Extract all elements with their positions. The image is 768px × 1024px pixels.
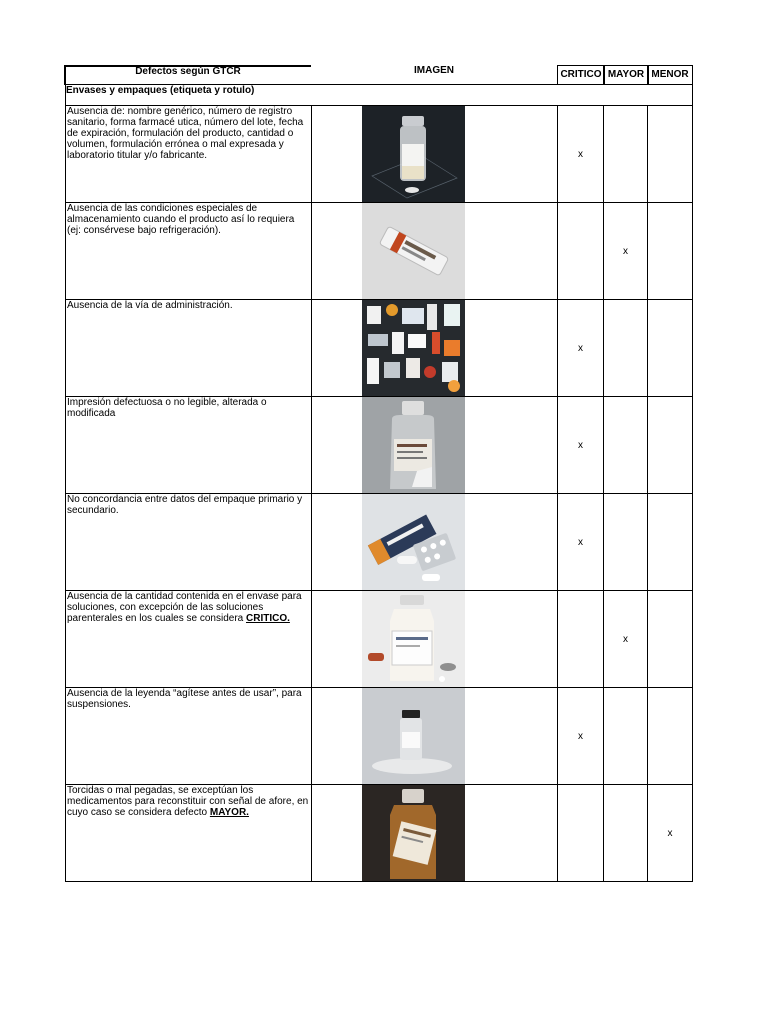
mark-mayor: x	[604, 591, 648, 688]
defect-image-cell	[312, 203, 558, 300]
defect-image-cell	[312, 688, 558, 785]
header-menor: MENOR	[651, 69, 689, 80]
small-vial-icon	[362, 688, 465, 784]
defects-table	[65, 84, 693, 882]
defect-description	[66, 688, 312, 785]
mark-critico: x	[558, 688, 604, 785]
mark-critico: x	[558, 494, 604, 591]
vial-on-dark-icon	[362, 106, 465, 202]
mark-mayor	[604, 106, 648, 203]
defect-text: Ausencia de las condiciones especiales de almacenamiento cuando el producto así lo requiera (ej: consérvese bajo refrigeración).	[67, 203, 295, 236]
section-row	[66, 85, 693, 106]
section-title: Envases y empaques (etiqueta y rotulo)	[66, 85, 693, 106]
table-row	[66, 397, 693, 494]
defect-text: Ausencia de la vía de administración.	[67, 300, 233, 311]
defect-description	[66, 397, 312, 494]
mark-mayor	[604, 300, 648, 397]
defect-image-cell	[312, 300, 558, 397]
mark-mayor	[604, 494, 648, 591]
defect-description	[66, 591, 312, 688]
mark-menor	[648, 106, 693, 203]
mark-menor	[648, 203, 693, 300]
white-solution-bottle-icon	[362, 591, 465, 687]
header-top-line	[65, 65, 311, 67]
mark-critico: x	[558, 106, 604, 203]
defect-image-cell	[312, 591, 558, 688]
assorted-medicines-icon	[362, 300, 465, 396]
tube-package-icon	[362, 203, 465, 299]
table-row	[66, 494, 693, 591]
header-critico-box	[557, 65, 605, 85]
header-critico: CRITICO	[560, 69, 602, 80]
header-mayor: MAYOR	[607, 69, 645, 80]
amber-bottle-icon	[362, 785, 465, 881]
mark-mayor	[604, 688, 648, 785]
defect-emphasis: MAYOR.	[209, 807, 249, 818]
defect-text: No concordancia entre datos del empaque primario y secundario.	[67, 494, 303, 516]
header-defects: Defectos según GTCR	[135, 66, 241, 77]
defect-description	[66, 300, 312, 397]
mark-critico	[558, 203, 604, 300]
defect-text: Impresión defectuosa o no legible, alterada o modificada	[67, 397, 267, 419]
mark-menor	[648, 591, 693, 688]
table-row	[66, 785, 693, 882]
defect-text: Torcidas o mal pegadas, se exceptúan los medicamentos para reconstituir con señal de afore, en cuyo caso se considera defecto	[67, 785, 309, 818]
mark-menor: x	[648, 785, 693, 882]
mark-mayor	[604, 785, 648, 882]
mark-mayor: x	[604, 203, 648, 300]
header-left-border	[64, 65, 66, 85]
mark-critico	[558, 591, 604, 688]
mark-menor	[648, 494, 693, 591]
defect-description	[66, 203, 312, 300]
defect-image-cell	[312, 397, 558, 494]
table-row	[66, 591, 693, 688]
defect-text: Ausencia de la leyenda “agítese antes de usar”, para suspensiones.	[67, 688, 302, 710]
mark-menor	[648, 300, 693, 397]
defect-text: Ausencia de la cantidad contenida en el envase para soluciones, con excepción de las soluciones parenterales en los cuales se considera	[67, 591, 302, 624]
mark-menor	[648, 688, 693, 785]
table-row	[66, 688, 693, 785]
header-menor-box	[647, 65, 693, 85]
box-blister-icon	[362, 494, 465, 590]
mark-critico: x	[558, 397, 604, 494]
mark-critico	[558, 785, 604, 882]
defect-emphasis: CRITICO.	[246, 613, 290, 624]
bottle-damaged-label-icon	[362, 397, 465, 493]
defect-description	[66, 106, 312, 203]
header-mayor-box	[603, 65, 649, 85]
defect-description	[66, 785, 312, 882]
header-image: IMAGEN	[414, 65, 454, 76]
defect-image-cell	[312, 494, 558, 591]
defect-image-cell	[312, 106, 558, 203]
table-row	[66, 106, 693, 203]
mark-critico: x	[558, 300, 604, 397]
defect-description	[66, 494, 312, 591]
mark-menor	[648, 397, 693, 494]
defect-text: Ausencia de: nombre genérico, número de registro sanitario, forma farmacé utica, número del lote, fecha de expiración, formulación del producto, cantidad o volumen, formulación errónea o mal expresada y laboratorio titular y/o fabricante.	[67, 106, 304, 161]
table-row	[66, 300, 693, 397]
defect-image-cell	[312, 785, 558, 882]
mark-mayor	[604, 397, 648, 494]
table-row	[66, 203, 693, 300]
